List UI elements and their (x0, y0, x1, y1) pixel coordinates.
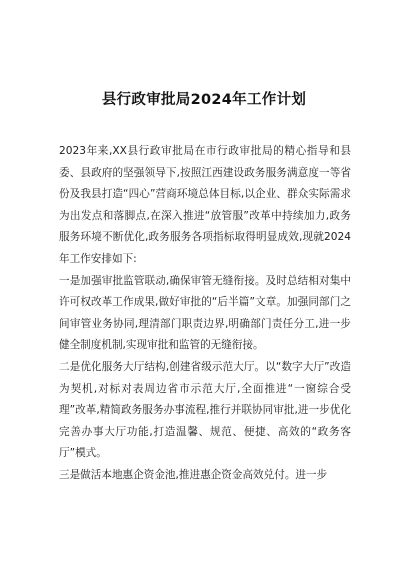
document-title: 县行政审批局2024年工作计划 (101, 92, 307, 108)
paragraph-item-2: 二是优化服务大厅结构,创建省级示范大厅。以“数字大厅”改造为契机,对标对表周边省市示范大厅,全面推进“一窗综合受理”改革,精简政务服务办事流程,推行并联协同审批,进一步优化完善办事大厅功能,打造温馨、规范、便捷、高效的“政务客厅”模式。 (59, 360, 351, 460)
paragraph-item-3: 三是做活本地惠企资金池,推进惠企资金高效兑付。进一步 (59, 468, 328, 481)
document-body (59, 141, 351, 487)
paragraph-intro: 2023年来,XX县行政审批局在市行政审批局的精心指导和县委、县政府的坚强领导下,按照江西建设政务服务满意度一等省份及我县打造“四心”营商环境总体目标,以企业、群众实际需求为出发点和落脚点,在深入推进“放管服”改革中持续加力,政务服务环境不断优化,政务服务各项指标取得明显成效,现就2024年工作安排如下: (59, 145, 351, 265)
paragraph-item-1: 一是加强审批监管联动,确保审管无缝衔接。及时总结相对集中许可权改革工作成果,做好审批的“后半篇”文章。加强同部门之间审管业务协同,理清部门职责边界,明确部门责任分工,进一步健全制度机制,实现审批和监管的无缝衔接。 (59, 274, 351, 352)
